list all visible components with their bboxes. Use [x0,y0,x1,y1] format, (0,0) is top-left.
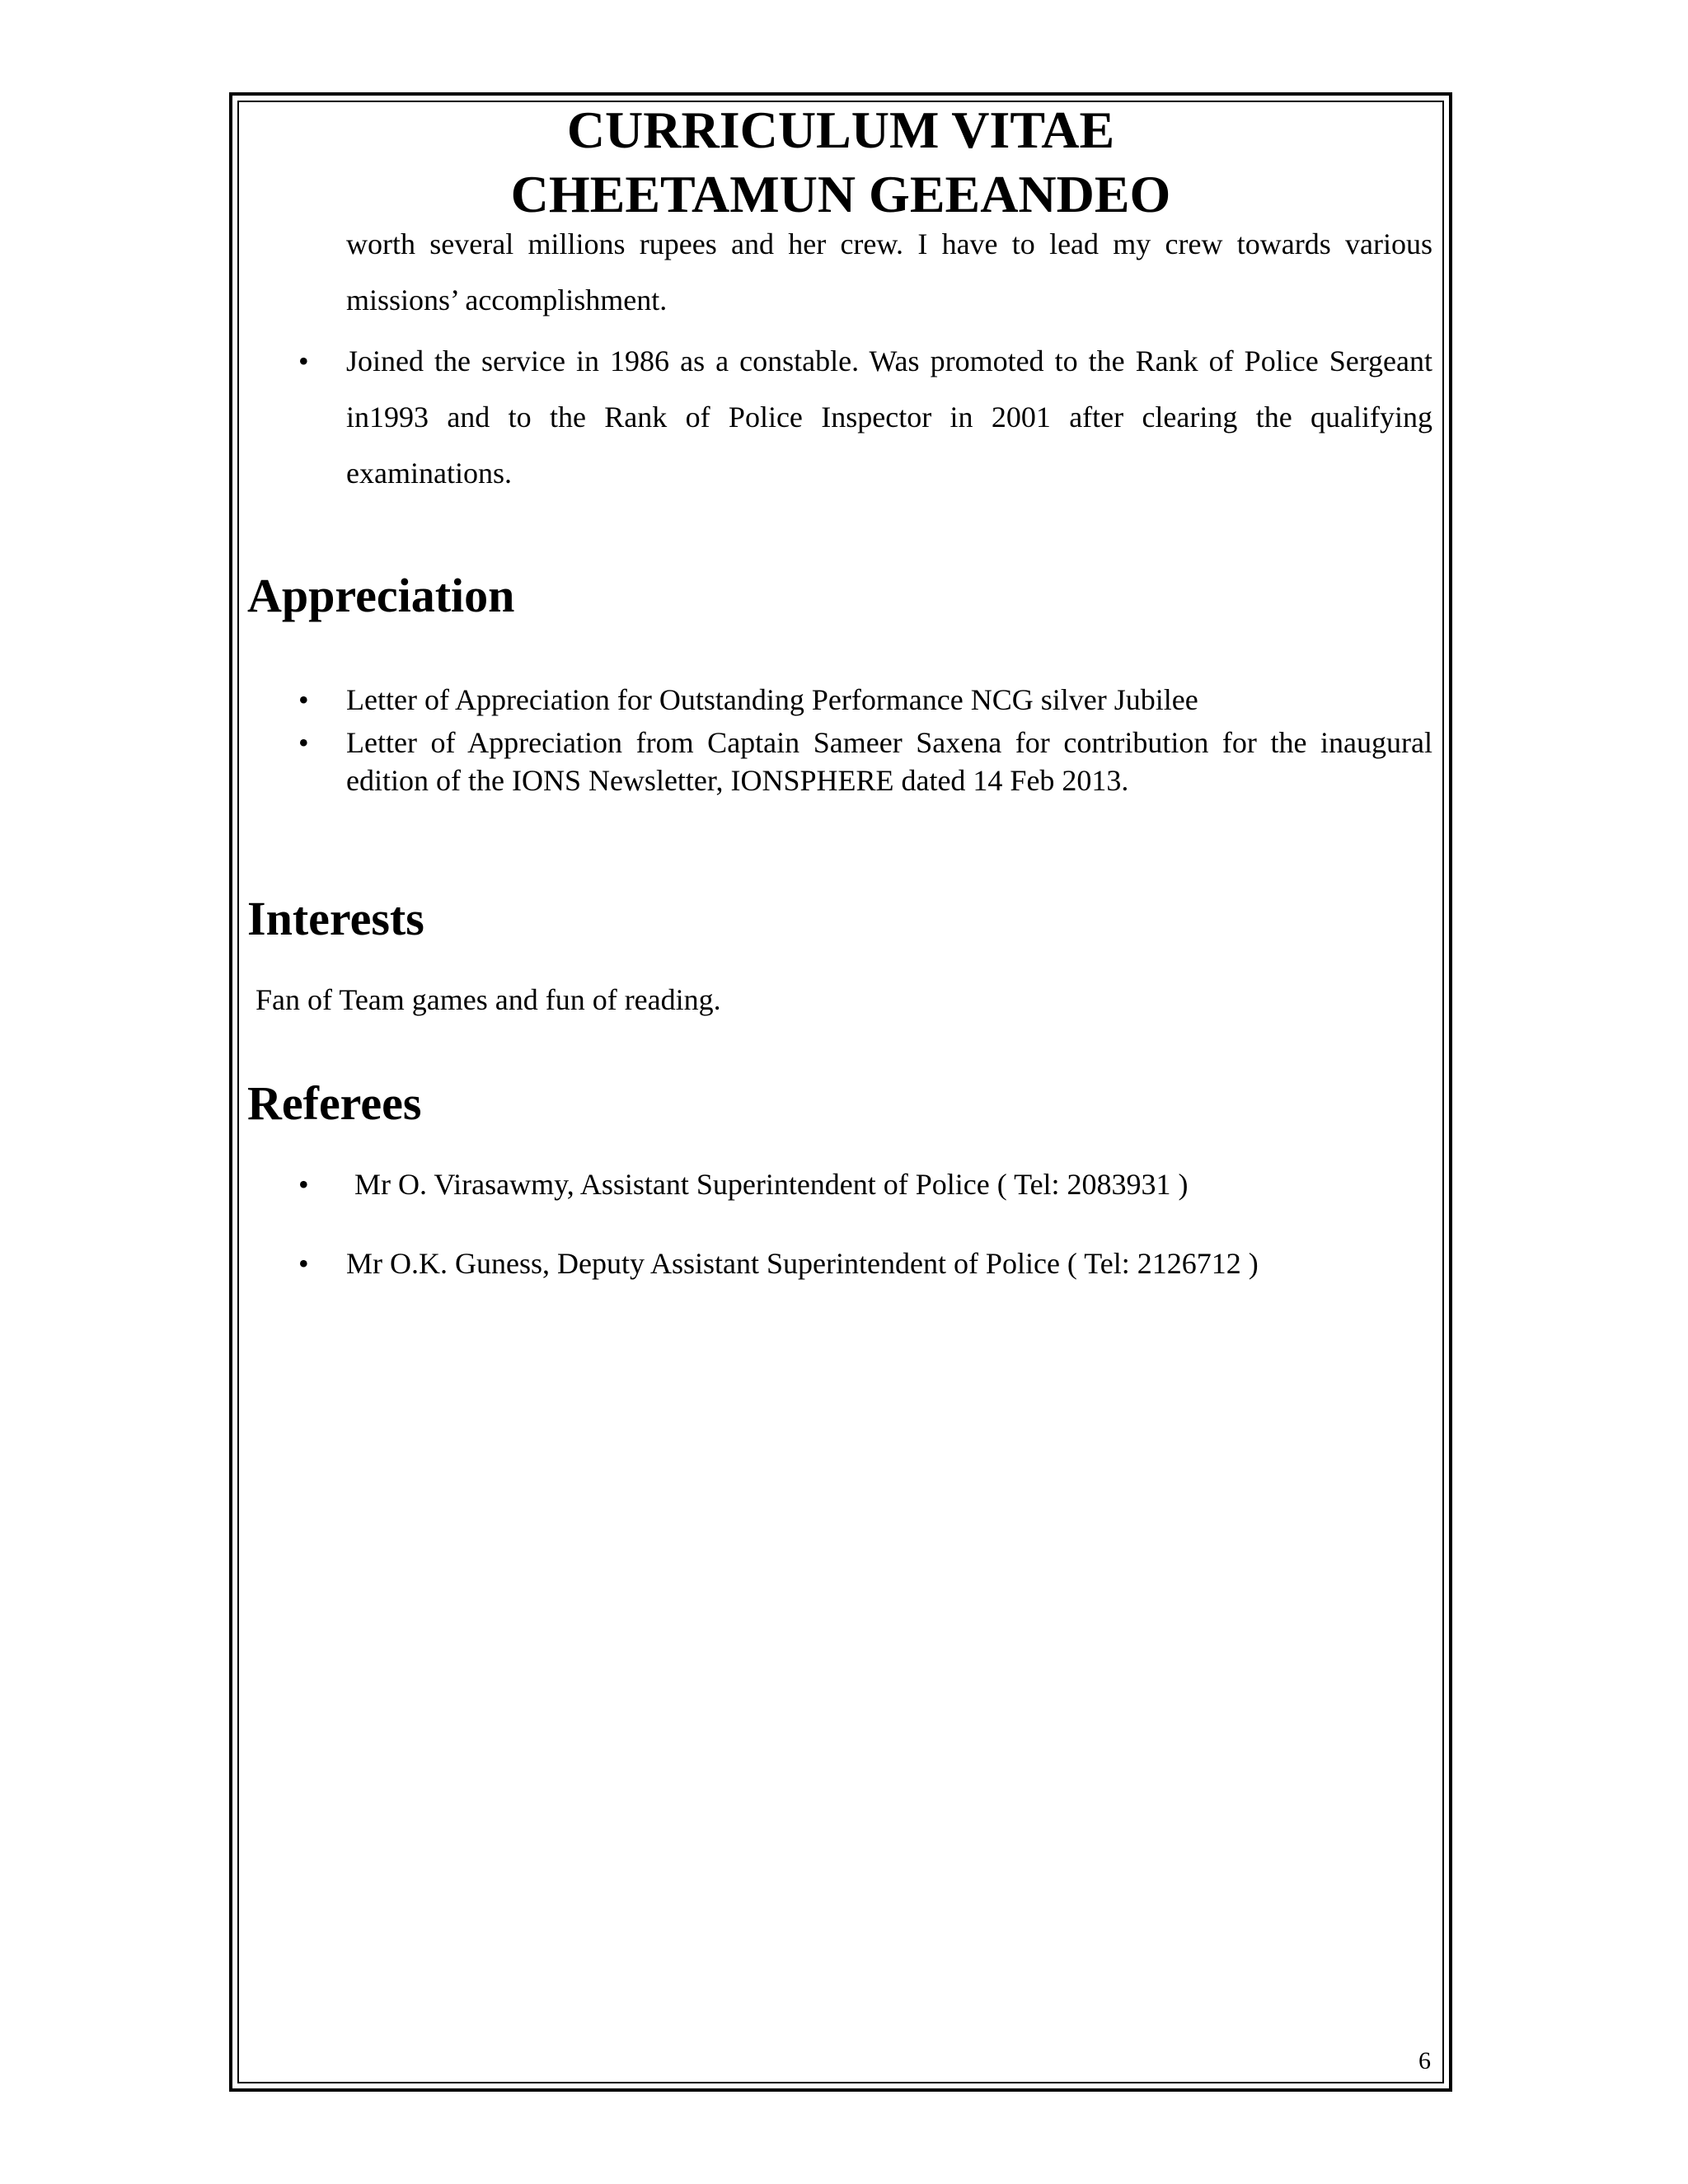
section-heading-appreciation: Appreciation [247,569,515,622]
appreciation-item-ncg: Letter of Appreciation for Outstanding Performance NCG silver Jubilee [346,683,1198,716]
appreciation-item-ions: Letter of Appreciation from Captain Sameer Saxena for contribution for the inaugural edition of the IONS Newsletter, IONSPHERE dated 14 Feb 2013. [346,726,1432,797]
document-title: CURRICULUM VITAE [566,101,1115,159]
referee-item-virasawmy: Mr O. Virasawmy, Assistant Superintendent of Police ( Tel: 2083931 ) [354,1168,1189,1201]
bullet-icon: • [298,344,309,377]
candidate-name: CHEETAMUN GEEANDEO [510,165,1171,223]
bullet-icon: • [298,726,309,759]
experience-bullet-service: Joined the service in 1986 as a constable. Was promoted to the Rank of Police Sergeant in1993 and to the Rank of Police Inspector in 2001 after clearing the qualifying examinations. [346,344,1432,490]
experience-continuation: worth several millions rupees and her crew. I have to lead my crew towards various missions’ accomplishment. [346,227,1432,316]
section-heading-interests: Interests [247,892,424,945]
section-heading-referees: Referees [247,1076,422,1130]
referee-item-guness: Mr O.K. Guness, Deputy Assistant Superintendent of Police ( Tel: 2126712 ) [346,1247,1259,1280]
bullet-icon: • [298,1168,309,1201]
page-number: 6 [1418,2047,1431,2074]
bullet-icon: • [298,683,309,716]
bullet-icon: • [298,1247,309,1280]
interests-text: Fan of Team games and fun of reading. [256,983,721,1016]
